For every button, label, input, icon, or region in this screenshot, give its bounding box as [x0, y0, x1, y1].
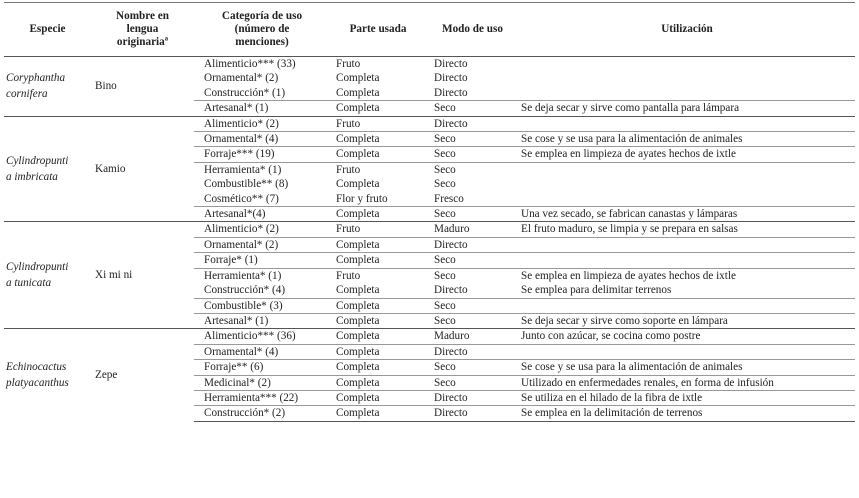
table-header: [4, 3, 855, 57]
part-cell: Completa: [330, 132, 426, 147]
species-line: a tunicata: [6, 277, 52, 290]
category-cell: Alimenticio*** (36): [194, 329, 330, 344]
part-cell: Fruto: [330, 268, 426, 283]
part-cell: Completa: [330, 329, 426, 344]
header-parte: Parte usada: [330, 3, 426, 57]
mode-cell: Seco: [426, 268, 519, 283]
category-cell: Forraje** (6): [194, 360, 330, 375]
species-line: Coryphantha: [6, 72, 66, 85]
use-cell: Utilizado en enfermedades renales, en forma de infusión: [519, 375, 855, 390]
table-row: [4, 222, 855, 237]
part-cell: Completa: [330, 253, 426, 268]
use-cell: Se cose y se usa para la alimentación de animales: [519, 360, 855, 375]
species-cell: [4, 57, 91, 117]
use-cell: Se deja secar y sirve como soporte en lámpara: [519, 313, 855, 328]
header-categoria: Categoría de uso (número de menciones): [194, 3, 330, 57]
category-cell: Construcción* (1): [204, 86, 286, 99]
mode-cell: Directo: [434, 86, 468, 99]
category-cell: Combustible** (8): [204, 178, 289, 191]
use-cell: [519, 162, 855, 177]
mode-cell: Seco: [426, 253, 519, 268]
mode-cell: Directo: [434, 284, 468, 297]
mode-cell: Maduro: [426, 329, 519, 344]
species-cell: [4, 222, 91, 329]
header-modo: Modo de uso: [426, 3, 519, 57]
part-cell: Completa: [336, 72, 380, 85]
category-cell: Herramienta* (1): [194, 268, 330, 283]
use-cell: [519, 192, 855, 207]
use-cell: Se emplea en limpieza de ayates hechos de ixtle: [519, 268, 855, 283]
part-cell: Completa: [330, 375, 426, 390]
category-cell: Ornamental* (2): [204, 72, 279, 85]
use-cell: El fruto maduro, se limpia y se prepara en salsas: [519, 222, 855, 237]
category-cell: Alimenticio*** (33): [194, 57, 330, 72]
header-nombre: Nombre en lengua originariaª: [91, 3, 194, 57]
part-cell: Completa: [330, 344, 426, 359]
use-cell: [519, 57, 855, 72]
species-cell: [4, 116, 91, 222]
mode-cell: Directo: [426, 237, 519, 252]
species-line: Echinocactus: [6, 361, 67, 374]
use-cell: Se deja secar y sirve como pantalla para lámpara: [519, 101, 855, 116]
mode-cell: Seco: [426, 313, 519, 328]
table-row: [4, 57, 855, 72]
use-cell: Se emplea en la delimitación de terrenos: [519, 406, 855, 421]
mode-cell: Directo: [426, 344, 519, 359]
category-cell: Combustible* (3): [194, 298, 330, 313]
part-cell: Completa: [330, 390, 426, 405]
native-name-cell: Kamio: [91, 116, 194, 222]
mode-cell: Seco: [426, 162, 519, 177]
category-cell: Forraje*** (19): [194, 147, 330, 162]
use-cell: Junto con azúcar, se cocina como postre: [519, 329, 855, 344]
use-cell: Se emplea para delimitar terrenos: [521, 284, 672, 297]
use-cell: Se cose y se usa para la alimentación de animales: [519, 132, 855, 147]
category-cell: Ornamental* (4): [194, 132, 330, 147]
category-cell: Artesanal* (1): [194, 313, 330, 328]
species-line: cornifera: [6, 88, 48, 101]
category-cell: Construcción* (2): [194, 406, 330, 421]
category-cell: Construcción* (4): [204, 284, 286, 297]
part-cell: Flor y fruto: [336, 192, 388, 205]
species-line: Cylindropunti: [6, 261, 69, 274]
part-cell: Completa: [330, 406, 426, 421]
native-name-cell: Zepe: [91, 329, 194, 421]
category-cell: Artesanal*(4): [194, 207, 330, 222]
part-cell: Fruto: [330, 162, 426, 177]
part-cell: Completa: [336, 86, 380, 99]
ethnobotany-table: [4, 2, 855, 422]
native-name-cell: Xi mi ni: [91, 222, 194, 329]
part-cell: Fruto: [330, 116, 426, 131]
part-cell: Completa: [330, 101, 426, 116]
use-cell: [519, 344, 855, 359]
mode-cell: Maduro: [426, 222, 519, 237]
mode-cell: Seco: [426, 375, 519, 390]
mode-cell: Seco: [426, 298, 519, 313]
mode-cell: Seco: [426, 147, 519, 162]
use-cell: [519, 116, 855, 131]
header-utilizacion: Utilización: [519, 3, 855, 57]
mode-cell: Seco: [426, 207, 519, 222]
mode-cell: Seco: [426, 360, 519, 375]
header-especie: Especie: [4, 3, 91, 57]
use-cell: [519, 86, 855, 101]
mode-cell: Seco: [426, 101, 519, 116]
category-cell: Artesanal* (1): [194, 101, 330, 116]
use-cell: [519, 237, 855, 252]
part-cell: Completa: [330, 237, 426, 252]
table-row: [4, 329, 855, 344]
category-cell: Herramienta*** (22): [194, 390, 330, 405]
table-body: [4, 57, 855, 422]
use-cell: Se emplea en limpieza de ayates hechos de ixtle: [519, 147, 855, 162]
use-cell: Se utiliza en el hilado de la fibra de ixtle: [519, 390, 855, 405]
species-line: Cylindropunti: [6, 155, 69, 168]
part-cell: Completa: [330, 147, 426, 162]
mode-cell: Directo: [426, 406, 519, 421]
mode-cell: Directo: [426, 57, 519, 72]
part-cell: Completa: [336, 284, 380, 297]
category-cell: Ornamental* (4): [194, 344, 330, 359]
category-cell: Herramienta* (1): [194, 162, 330, 177]
mode-cell: Seco: [434, 178, 456, 191]
mode-cell: Seco: [426, 132, 519, 147]
mode-cell: Directo: [426, 116, 519, 131]
use-cell: [519, 177, 855, 191]
category-cell: Alimenticio* (2): [194, 116, 330, 131]
part-cell: Completa: [330, 313, 426, 328]
part-cell: Fruto: [330, 222, 426, 237]
category-cell: Cosmético** (7): [204, 192, 279, 205]
category-cell: Medicinal* (2): [194, 375, 330, 390]
mode-cell: Directo: [434, 72, 468, 85]
part-cell: Fruto: [330, 57, 426, 72]
mode-cell: Fresco: [434, 192, 464, 205]
use-cell: [519, 298, 855, 313]
species-line: a imbricata: [6, 171, 58, 184]
part-cell: Completa: [330, 207, 426, 222]
category-cell: Alimenticio* (2): [194, 222, 330, 237]
part-cell: Completa: [336, 178, 380, 191]
category-cell: Forraje* (1): [194, 253, 330, 268]
use-cell: [519, 253, 855, 268]
category-cell: Ornamental* (2): [194, 237, 330, 252]
table-row: [4, 116, 855, 131]
species-line: platyacanthus: [6, 377, 69, 390]
use-cell: [519, 71, 855, 85]
use-cell: Una vez secado, se fabrican canastas y lámparas: [519, 207, 855, 222]
species-cell: [4, 329, 91, 421]
part-cell: Completa: [330, 298, 426, 313]
native-name-cell: Bino: [91, 57, 194, 117]
part-cell: Completa: [330, 360, 426, 375]
mode-cell: Directo: [426, 390, 519, 405]
